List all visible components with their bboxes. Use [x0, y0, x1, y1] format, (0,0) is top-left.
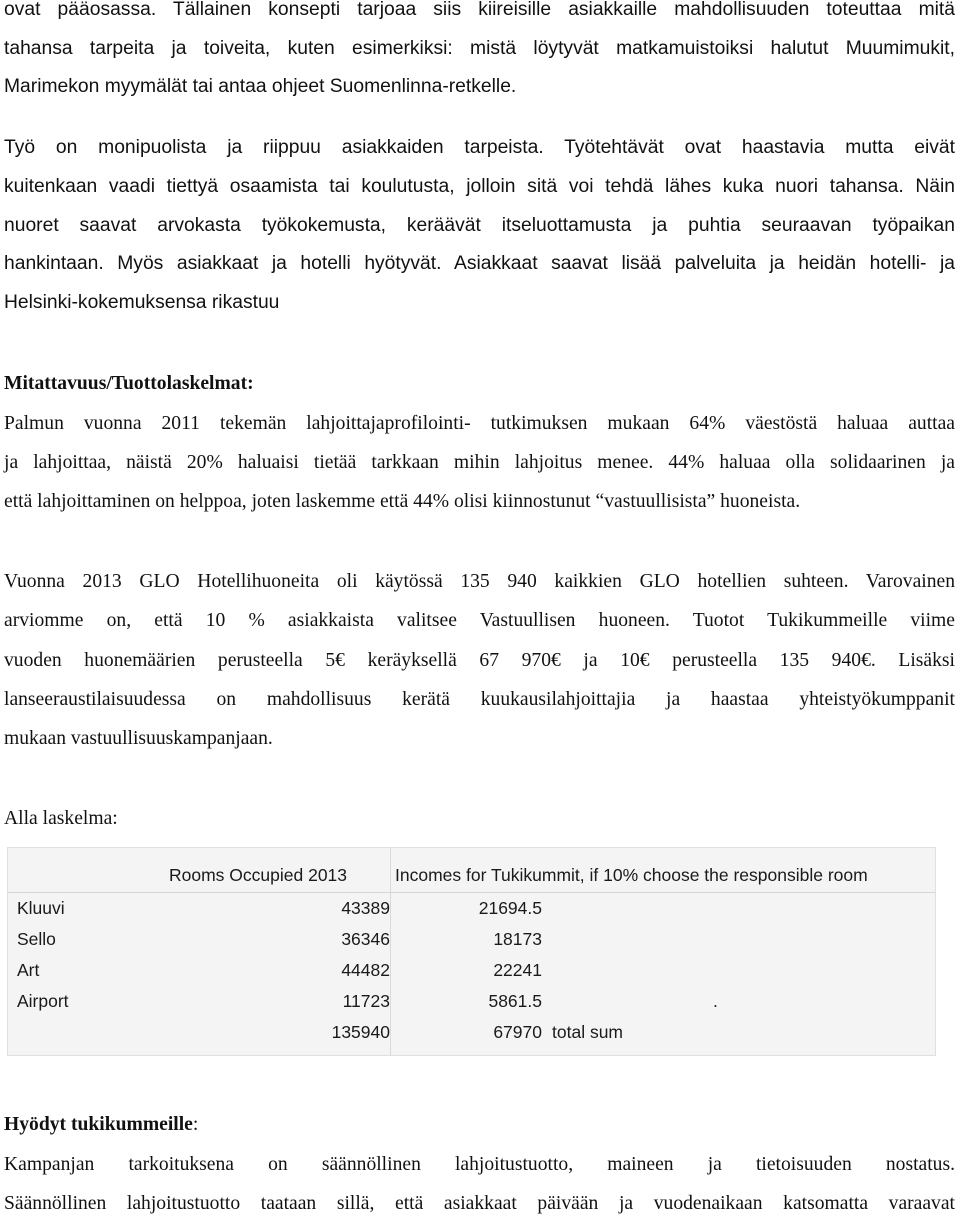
metrics-line-1: Palmun vuonna 2011 tekemän lahjoittajaprofilointi- tutkimuksen mukaan 64% väestöstä haluaa auttaa: [4, 413, 955, 434]
calc-label: Alla laskelma:: [4, 808, 118, 829]
row-rooms: 43389: [341, 898, 390, 918]
metrics-line-3: että lahjoittaminen on helppoa, joten laskemme että 44% olisi kiinnostunut “vastuullisista” huoneista.: [4, 491, 801, 512]
intro-line-3: Marimekon myymälät tai antaa ohjeet Suomenlinna-retkelle.: [4, 76, 517, 97]
benefits-line-2: Säännöllinen lahjoitustuotto taataan sillä, että asiakkaat päivään ja vuodenaikaan katsomatta varaavat: [4, 1193, 955, 1214]
row-rooms: 11723: [342, 991, 390, 1011]
row-income: 21694.5: [478, 898, 542, 918]
table-row: [8, 893, 935, 923]
table-row: [8, 924, 935, 954]
work-line-5: Helsinki-kokemuksensa rikastuu: [4, 292, 280, 313]
row-rooms: 44482: [341, 960, 390, 980]
row-rooms: 36346: [341, 929, 390, 949]
header-incomes: Incomes for Tukikummit, if 10% choose the responsible room: [395, 865, 868, 885]
work-line-1: Työ on monipuolista ja riippuu asiakkaiden tarpeista. Työtehtävät ovat haastavia mutta eivät: [4, 137, 955, 158]
row-income: 22241: [493, 960, 542, 980]
benefits-line-1: Kampanjan tarkoituksena on säännöllinen lahjoitustuotto, maineen ja tietoisuuden nostatus.: [4, 1154, 955, 1175]
intro-line-2: tahansa tarpeita ja toiveita, kuten esimerkiksi: mistä löytyvät matkamuistoiksi halutut Muumimukit,: [4, 38, 955, 59]
row-label: Airport: [17, 991, 69, 1011]
glo-line-5: mukaan vastuullisuuskampanjaan.: [4, 728, 273, 749]
row-income: 18173: [493, 929, 542, 949]
metrics-heading: Mitattavuus/Tuottolaskelmat:: [4, 373, 254, 394]
row-label: Kluuvi: [17, 898, 65, 918]
row-note: .: [713, 991, 718, 1011]
glo-line-2: arviomme on, että 10 % asiakkaista valitsee Vastuullisen huoneen. Tuotot Tukikummeille viime: [4, 610, 955, 631]
calculation-table: [7, 847, 936, 1056]
glo-line-3: vuoden huonemäärien perusteella 5€ keräyksellä 67 970€ ja 10€ perusteella 135 940€. Lisäksi: [4, 650, 955, 671]
work-line-3: nuoret saavat arvokasta työkokemusta, keräävät itseluottamusta ja puhtia seuraavan työpaikan: [4, 215, 955, 236]
glo-line-1: Vuonna 2013 GLO Hotellihuoneita oli käytössä 135 940 kaikkien GLO hotellien suhteen. Varovainen: [4, 571, 955, 592]
table-row-total: [8, 1017, 935, 1047]
benefits-heading-line: [4, 1105, 955, 1144]
benefits-heading-colon: :: [192, 1114, 199, 1135]
total-income: 67970: [493, 1022, 542, 1042]
table-row: [8, 986, 935, 1016]
row-income: 5861.5: [488, 991, 542, 1011]
benefits-heading: Hyödyt tukikummeille: [4, 1114, 193, 1135]
work-line-2: kuitenkaan vaadi tiettyä osaamista tai koulutusta, jolloin sitä voi tehdä lähes kuka nuori tahansa. Näin: [4, 176, 955, 197]
metrics-line-2: ja lahjoittaa, näistä 20% haluaisi tietää tarkkaan mihin lahjoitus menee. 44% haluaa olla solidaarinen ja: [4, 452, 955, 473]
intro-line-1: ovat pääosassa. Tällainen konsepti tarjoaa siis kiireisille asiakkaille mahdollisuuden toteuttaa mitä: [4, 0, 955, 20]
total-rooms: 135940: [331, 1022, 390, 1042]
glo-line-4: lanseeraustilaisuudessa on mahdollisuus kerätä kuukausilahjoittajia ja haastaa yhteistyökumppanit: [4, 689, 955, 710]
row-label: Art: [17, 960, 40, 980]
total-label: total sum: [552, 1022, 623, 1042]
work-line-4: hankintaan. Myös asiakkaat ja hotelli hyötyvät. Asiakkaat saavat lisää palveluita ja heidän hotelli- ja: [4, 253, 955, 274]
row-label: Sello: [17, 929, 56, 949]
header-rooms: Rooms Occupied 2013: [169, 865, 348, 885]
table-row: [8, 955, 935, 985]
